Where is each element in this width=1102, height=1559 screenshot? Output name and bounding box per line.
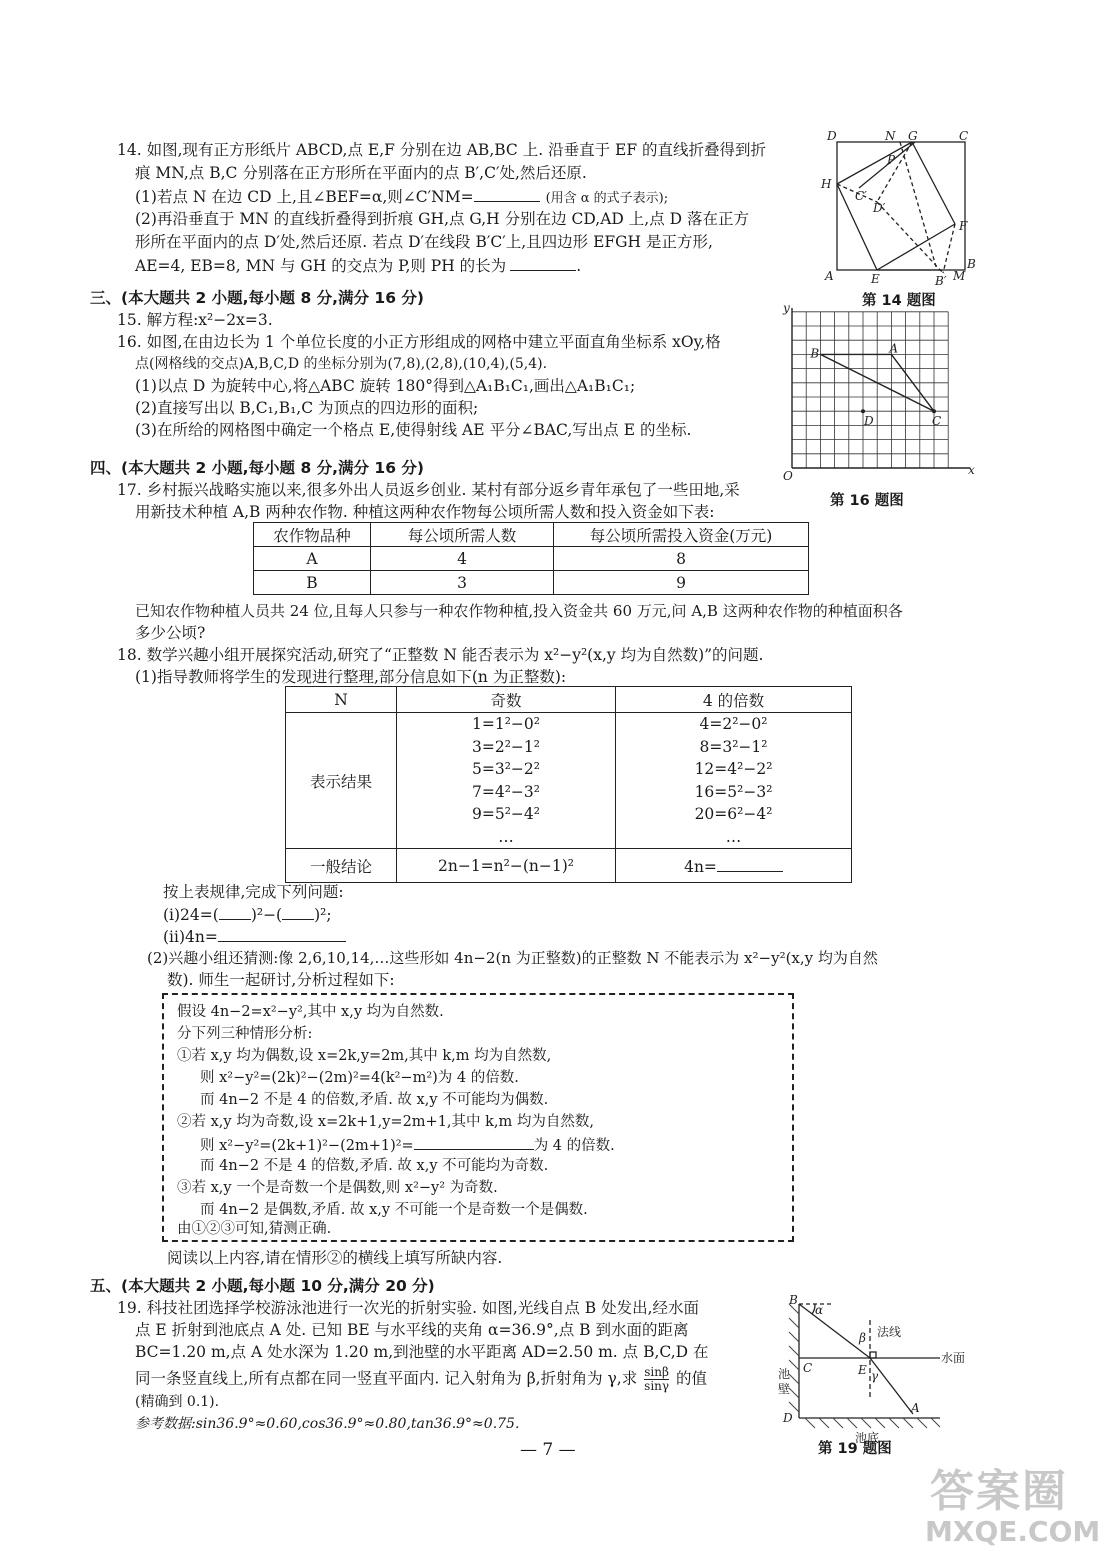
analysis-line — [200, 1134, 615, 1156]
q19-line-2: 点 E 折射到池底点 A 处. 已知 BE 与水平线的夹角 α=36.9°,点 B 到水面的距离 — [135, 1321, 689, 1339]
q18-line-1: 18. 数学兴趣小组开展探究活动,研究了“正整数 N 能否表示为 x²−y²(x,y 均为自然数)”的问题. — [117, 646, 764, 664]
figure-19-caption: 第 19 题图 — [818, 1441, 892, 1457]
q14-part2-text: AE=4, EB=8, MN 与 GH 的交点为 P,则 PH 的长为 — [135, 257, 507, 275]
fig16-label-D: D — [864, 414, 874, 429]
odd-example: 3=2²−1² — [472, 737, 540, 756]
fig16-axis-x: x — [968, 463, 975, 477]
q18-i-text-a: (ⅰ)24=( — [163, 906, 219, 924]
q18-i-blank-1[interactable] — [219, 904, 251, 920]
table-18-header: 奇数 — [397, 687, 616, 713]
q16-part-1: (1)以点 D 为旋转中心,将△ABC 旋转 180°得到△A₁B₁C₁,画出△A₁B₁C₁; — [135, 377, 636, 395]
table-17-cell: B — [254, 571, 371, 595]
table-answer-blank[interactable] — [717, 856, 783, 872]
fig16-label-A: A — [889, 341, 899, 356]
fig16-origin: O — [783, 469, 793, 483]
fig19-label-wall-2: 壁 — [778, 1382, 791, 1396]
q14-part1-note: (用含 α 的式子表示); — [545, 191, 669, 206]
fig14-label-D: D — [827, 129, 837, 143]
fig14-label-G: G — [908, 129, 918, 143]
odd-example: 1=1²−0² — [472, 715, 540, 733]
analysis-line: 而 4n−2 不是 4 的倍数,矛盾. 故 x,y 不可能均为奇数. — [200, 1158, 549, 1174]
fig14-label-B: B — [967, 257, 976, 271]
figure-16-grid — [775, 300, 980, 490]
watermark-logo: 答案圈 — [930, 1466, 1068, 1517]
q18-closing: 阅读以上内容,请在情形②的横线上填写所缺内容. — [167, 1249, 503, 1267]
analysis-line: 而 4n−2 不是 4 的倍数,矛盾. 故 x,y 不可能均为偶数. — [200, 1092, 549, 1108]
q14-line-5: 形所在平面内的点 D′处,然后还原. 若点 D′在线段 B′C′上,且四边形 EFGH 是正方形, — [135, 233, 713, 251]
analysis-line: ②若 x,y 均为奇数,设 x=2k+1,y=2m+1,其中 k,m 均为自然数, — [177, 1114, 595, 1130]
analysis-line: 假设 4n−2=x²−y²,其中 x,y 均为自然数. — [177, 1004, 444, 1020]
q18-part2-line-2: 数). 师生一起研讨,分析过程如下: — [167, 971, 395, 989]
fig19-label-alpha: α — [815, 1303, 824, 1317]
fig19-label-normal: 法线 — [877, 1325, 902, 1339]
fig14-label-M: M — [953, 269, 966, 283]
section-4-header: 四、(本大题共 2 小题,每小题 8 分,满分 16 分) — [90, 459, 424, 477]
figure-19 — [775, 1290, 975, 1450]
fig19-label-bottom: 池底 — [855, 1431, 880, 1445]
q19-line-4-text: 同一条竖直线上,所有点都在同一竖直平面内. 记入射角为 β,折射角为 γ,求 — [135, 1369, 638, 1388]
table-17-header: 每公顷所需人数 — [371, 523, 554, 547]
table-18-general-mult4 — [616, 849, 852, 883]
q19-reference-data: 参考数据:sin36.9°≈0.60,cos36.9°≈0.80,tan36.9°≈0.75. — [135, 1416, 520, 1432]
q16-line-1: 16. 如图,在由边长为 1 个单位长度的小正方形组成的网格中建立平面直角坐标系 xOy,格 — [117, 333, 721, 351]
table-18 — [285, 686, 852, 883]
point-c — [932, 409, 936, 413]
odd-example: … — [498, 827, 514, 846]
table-18-header: N — [286, 687, 397, 713]
fig19-label-B: B — [789, 1293, 798, 1307]
q19-fraction — [644, 1366, 669, 1393]
q14-answer-blank-1[interactable] — [474, 186, 540, 202]
odd-example: 7=4²−3² — [472, 782, 540, 801]
q14-part1 — [135, 186, 668, 209]
watermark-url: MXQE.COM — [925, 1515, 1101, 1548]
odd-example: 5=3²−2² — [472, 760, 540, 778]
q18-ii-blank[interactable] — [218, 926, 346, 942]
mult4-example: 16=5²−3² — [694, 782, 773, 801]
section-5-header: 五、(本大题共 2 小题,每小题 10 分,满分 20 分) — [90, 1277, 435, 1295]
q14-part1-text: (1)若点 N 在边 CD 上,且∠BEF=α,则∠C′NM= — [135, 188, 474, 206]
fig19-label-C: C — [803, 1361, 813, 1375]
q14-line-4: (2)再沿垂直于 MN 的直线折叠得到折痕 GH,点 G,H 分别在边 CD,AD 上,点 D 落在正方 — [135, 210, 749, 228]
q14-answer-blank-2[interactable] — [510, 255, 576, 271]
fig14-label-H: H — [821, 177, 832, 191]
analysis-case2-text: 则 x²−y²=(2k+1)²−(2m+1)²= — [200, 1138, 414, 1154]
mult4-example: 20=6²−4² — [694, 805, 773, 823]
q18-line-2: (1)指导教师将学生的发现进行整理,部分信息如下(n 为正整数): — [135, 668, 567, 686]
fig19-label-beta: β — [859, 1331, 866, 1345]
fig19-label-E: E — [858, 1363, 867, 1377]
table-18-general-odd: 2n−1=n²−(n−1)² — [397, 849, 616, 883]
q17-line-4: 多少公顷? — [135, 624, 206, 642]
point-d — [861, 409, 865, 413]
q17-line-2: 用新技术种植 A,B 两种农作物. 种植这两种农作物每公顷所需人数和投入资金如下表: — [135, 503, 715, 521]
q16-part-2: (2)直接写出以 B,C₁,B₁,C 为顶点的四边形的面积; — [135, 399, 479, 417]
analysis-case2-tail: 为 4 的倍数. — [533, 1138, 615, 1154]
table-18-odd-cell — [397, 713, 616, 849]
analysis-line: 而 4n−2 是偶数,矛盾. 故 x,y 不可能一个是奇数一个是偶数. — [200, 1202, 588, 1218]
table-18-general-label: 一般结论 — [286, 849, 397, 883]
fig14-label-Cprime: C′ — [855, 189, 867, 203]
q14-line-2: 痕 MN,点 B,C 分别落在正方形所在平面内的点 B′,C′处,然后还原. — [135, 164, 587, 182]
q19-line-4-tail: 的值 — [676, 1369, 708, 1388]
fig14-label-F: F — [959, 219, 968, 233]
analysis-line: ③若 x,y 一个是奇数一个是偶数,则 x²−y² 为奇数. — [177, 1180, 498, 1196]
fig14-label-P: P — [887, 153, 896, 167]
q17-line-3: 已知农作物种植人员共 24 位,且每人只参与一种农作物种植,投入资金共 60 万元,问 A,B 这两种农作物的种植面积各 — [135, 602, 903, 620]
q15-text: 15. 解方程:x²−2x=3. — [117, 311, 273, 329]
table-18-header: 4 的倍数 — [616, 687, 852, 713]
fig19-label-A: A — [911, 1401, 920, 1415]
q19-fraction-den: sinγ — [644, 1379, 670, 1393]
fig14-label-C: C — [959, 129, 969, 143]
q16-part-3: (3)在所给的网格图中确定一个格点 E,使得射线 AE 平分∠BAC,写出点 E 的坐标. — [135, 421, 692, 439]
q14-line-6: AE=4, EB=8, MN 与 GH 的交点为 P,则 PH 的长为 . — [135, 257, 582, 275]
q19-line-4 — [135, 1366, 707, 1393]
table-17-cell: A — [254, 547, 371, 571]
figure-14 — [815, 128, 985, 288]
table-17-header: 每公顷所需投入资金(万元) — [554, 523, 809, 547]
q18-part2-line-1: (2)兴趣小组还猜测:像 2,6,10,14,…这些形如 4n−2(n 为正整数)的正整数 N 不能表示为 x²−y²(x,y 均为自然 — [147, 949, 878, 967]
table-17-cell: 4 — [371, 547, 554, 571]
q18-ii-text: (ⅱ)4n= — [163, 928, 218, 946]
q14-line-1: 14. 如图,现有正方形纸片 ABCD,点 E,F 分别在边 AB,BC 上. 沿垂直于 EF 的直线折叠得到折 — [117, 141, 766, 159]
q18-sub-i — [163, 904, 332, 925]
figure-14-caption: 第 14 题图 — [862, 293, 936, 309]
mult4-example: 4=2²−0² — [699, 715, 768, 733]
analysis-line: ①若 x,y 均为偶数,设 x=2k,y=2m,其中 k,m 均为自然数, — [177, 1048, 552, 1064]
mult4-example: … — [725, 827, 742, 846]
fig14-label-E: E — [871, 272, 880, 286]
table-18-row-label: 表示结果 — [286, 713, 397, 849]
fig14-label-Dprime: D′ — [873, 201, 886, 215]
table-17-cell: 9 — [554, 571, 809, 595]
fig19-label-wall-1: 池 — [778, 1367, 791, 1381]
q18-i-text-c: )²; — [314, 906, 332, 924]
fig19-label-gamma: γ — [871, 1369, 879, 1383]
table-17-cell: 8 — [554, 547, 809, 571]
q18-sub-ii — [163, 926, 346, 947]
q18-i-blank-2[interactable] — [282, 904, 314, 920]
mult4-example: 12=4²−2² — [694, 760, 773, 778]
odd-example: 9=5²−4² — [472, 805, 540, 823]
general-mult4-text: 4n= — [684, 857, 717, 876]
q19-fraction-num: sinβ — [644, 1365, 669, 1379]
table-17-cell: 3 — [371, 571, 554, 595]
page-number: — 7 — — [520, 1440, 576, 1460]
fig19-label-D: D — [783, 1411, 793, 1425]
table-17 — [253, 522, 809, 595]
analysis-line: 由①②③可知,猜测正确. — [177, 1221, 332, 1237]
q17-line-1: 17. 乡村振兴战略实施以来,很多外出人员返乡创业. 某村有部分返乡青年承包了一些田地,采 — [117, 481, 740, 499]
analysis-answer-blank[interactable] — [414, 1134, 534, 1150]
analysis-line: 分下列三种情形分析: — [177, 1026, 313, 1042]
table-18-mult4-cell — [616, 713, 852, 849]
fig16-axis-y: y — [783, 301, 790, 315]
q16-line-2: 点(网格线的交点)A,B,C,D 的坐标分别为(7,8),(2,8),(10,4),(5,4). — [135, 356, 548, 372]
fig16-label-B: B — [810, 346, 820, 361]
fig14-label-A: A — [825, 269, 834, 283]
fig16-label-C: C — [932, 414, 942, 429]
figure-16-caption: 第 16 题图 — [830, 493, 904, 509]
analysis-line: 则 x²−y²=(2k)²−(2m)²=4(k²−m²)为 4 的倍数. — [200, 1070, 519, 1086]
q18-i-text-b: )²−( — [250, 906, 283, 924]
table-17-header: 农作物品种 — [254, 523, 371, 547]
q19-line-3: BC=1.20 m,点 A 处水深为 1.20 m,到池壁的水平距离 AD=2.50 m. 点 B,C,D 在 — [135, 1343, 709, 1361]
fig19-label-water: 水面 — [941, 1351, 966, 1365]
q18-instruction: 按上表规律,完成下列问题: — [163, 883, 344, 901]
section-3-header: 三、(本大题共 2 小题,每小题 8 分,满分 16 分) — [90, 289, 424, 307]
q19-line-5: (精确到 0.1). — [135, 1394, 220, 1410]
q19-line-1: 19. 科技社团选择学校游泳池进行一次光的折射实验. 如图,光线自点 B 处发出,经水面 — [117, 1299, 700, 1317]
fig14-label-N: N — [885, 129, 896, 143]
fig14-label-Bprime: B′ — [935, 274, 947, 288]
mult4-example: 8=3²−1² — [699, 737, 768, 756]
